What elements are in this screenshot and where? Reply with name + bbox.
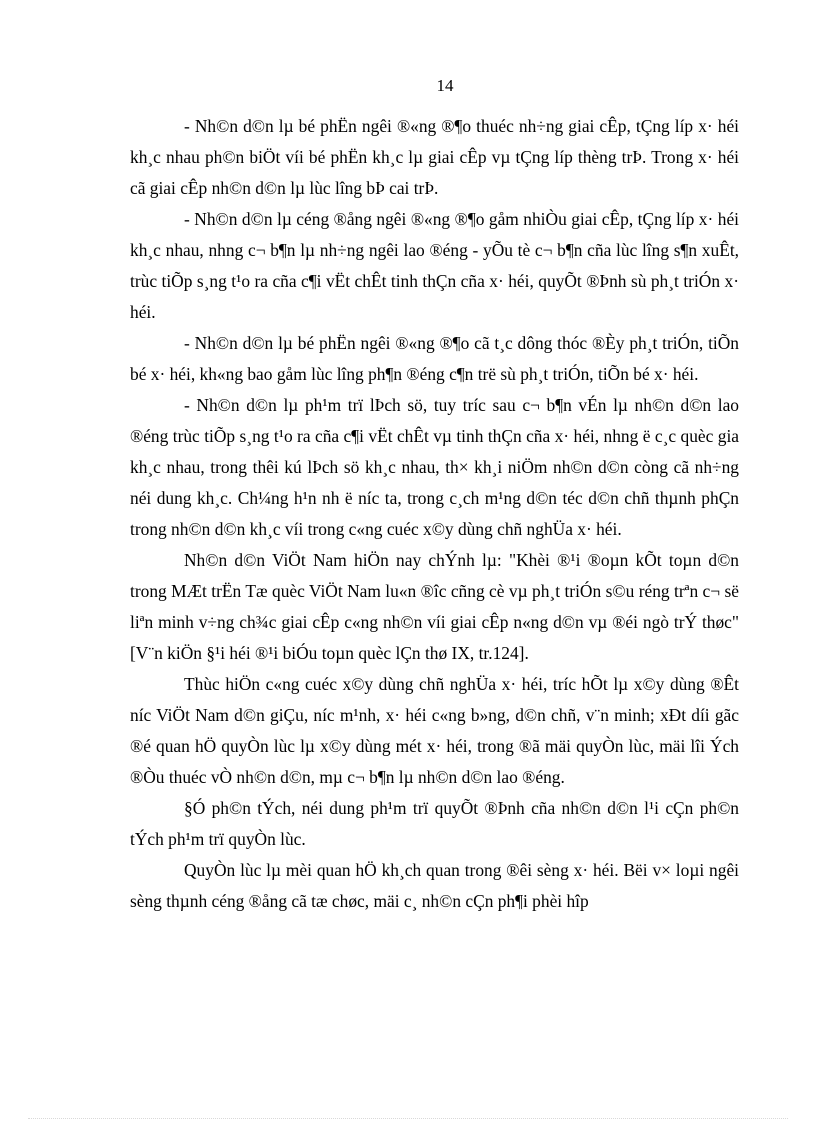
page-bottom-rule bbox=[28, 1118, 788, 1119]
paragraph-1: - Nh©n d©n lµ bé phËn ngêi ®«ng ®¶o thuéc nh÷ng giai cÊp, tÇng líp x· héi kh¸c nhau ph©n biÖt víi bé phËn kh¸c lµ giai cÊp vµ tÇng líp thèng trÞ. Trong x· héi cã giai cÊp nh©n d©n lµ lùc lîng bÞ cai trÞ. bbox=[130, 116, 739, 198]
paragraph-6: Thùc hiÖn c«ng cuéc x©y dùng chñ nghÜa x· héi, tríc hÕt lµ x©y dùng ®Êt níc ViÖt Nam d©n giÇu, níc m¹nh, x· héi c«ng b»ng, d©n chñ, v¨n minh; xÐt díi gãc ®é quan hÖ quyÒn lùc lµ x©y dùng mét x· héi, trong ®ã mäi quyÒn lùc, mäi lîi Ých ®Òu thuéc vÒ nh©n d©n, mµ c¬ b¶n lµ nh©n d©n lao ®éng. bbox=[130, 674, 739, 787]
body-text bbox=[130, 111, 739, 917]
paragraph-8: QuyÒn lùc lµ mèi quan hÖ kh¸ch quan trong ®êi sèng x· héi. Bëi v× loµi ngêi sèng thµnh céng ®ång cã tæ chøc, mäi c¸ nh©n cÇn ph¶i phèi hîp bbox=[130, 860, 739, 911]
paragraph-2: - Nh©n d©n lµ céng ®ång ngêi ®«ng ®¶o gåm nhiÒu giai cÊp, tÇng líp x· héi kh¸c nhau, nhng c¬ b¶n lµ nh÷ng ngêi lao ®éng - yÕu tè c¬ b¶n cña lùc lîng s¶n xuÊt, trùc tiÕp s¸ng t¹o ra cña c¶i vËt chÊt tinh thÇn cña x· héi, quyÕt ®Þnh sù ph¸t triÓn x· héi. bbox=[130, 209, 739, 322]
paragraph-3: - Nh©n d©n lµ bé phËn ngêi ®«ng ®¶o cã t¸c dông thóc ®Èy ph¸t triÓn, tiÕn bé x· héi, kh«ng bao gåm lùc lîng ph¶n ®éng c¶n trë sù ph¸t triÓn, tiÕn bé x· héi. bbox=[130, 333, 739, 384]
page-number: 14 bbox=[436, 76, 454, 95]
paragraph-7: §Ó ph©n tÝch, néi dung ph¹m trï quyÕt ®Þnh cña nh©n d©n l¹i cÇn ph©n tÝch ph¹m trï quyÒn lùc. bbox=[130, 798, 739, 849]
paragraph-5: Nh©n d©n ViÖt Nam hiÖn nay chÝnh lµ: "Khèi ®¹i ®oµn kÕt toµn d©n trong MÆt trËn Tæ quèc ViÖt Nam lu«n ®îc cñng cè vµ ph¸t triÓn s©u réng trªn c¬ së liªn minh v÷ng ch¾c giai cÊp c«ng nh©n víi giai cÊp n«ng d©n vµ ®éi ngò trÝ thøc" [V¨n kiÖn §¹i héi ®¹i biÓu toµn quèc lÇn thø IX, tr.124]. bbox=[130, 550, 739, 663]
paragraph-4: - Nh©n d©n lµ ph¹m trï lÞch sö, tuy tríc sau c¬ b¶n vÉn lµ nh©n d©n lao ®éng trùc tiÕp s¸ng t¹o ra cña c¶i vËt chÊt vµ tinh thÇn cña x· héi, nhng ë c¸c quèc gia kh¸c nhau, trong thêi kú lÞch sö kh¸c nhau, th× kh¸i niÖm nh©n d©n còng cã nh÷ng néi dung kh¸c. Ch¼ng h¹n nh ë níc ta, trong c¸ch m¹ng d©n téc d©n chñ thµnh phÇn trong nh©n d©n kh¸c víi trong c«ng cuéc x©y dùng chñ nghÜa x· héi. bbox=[130, 395, 739, 539]
